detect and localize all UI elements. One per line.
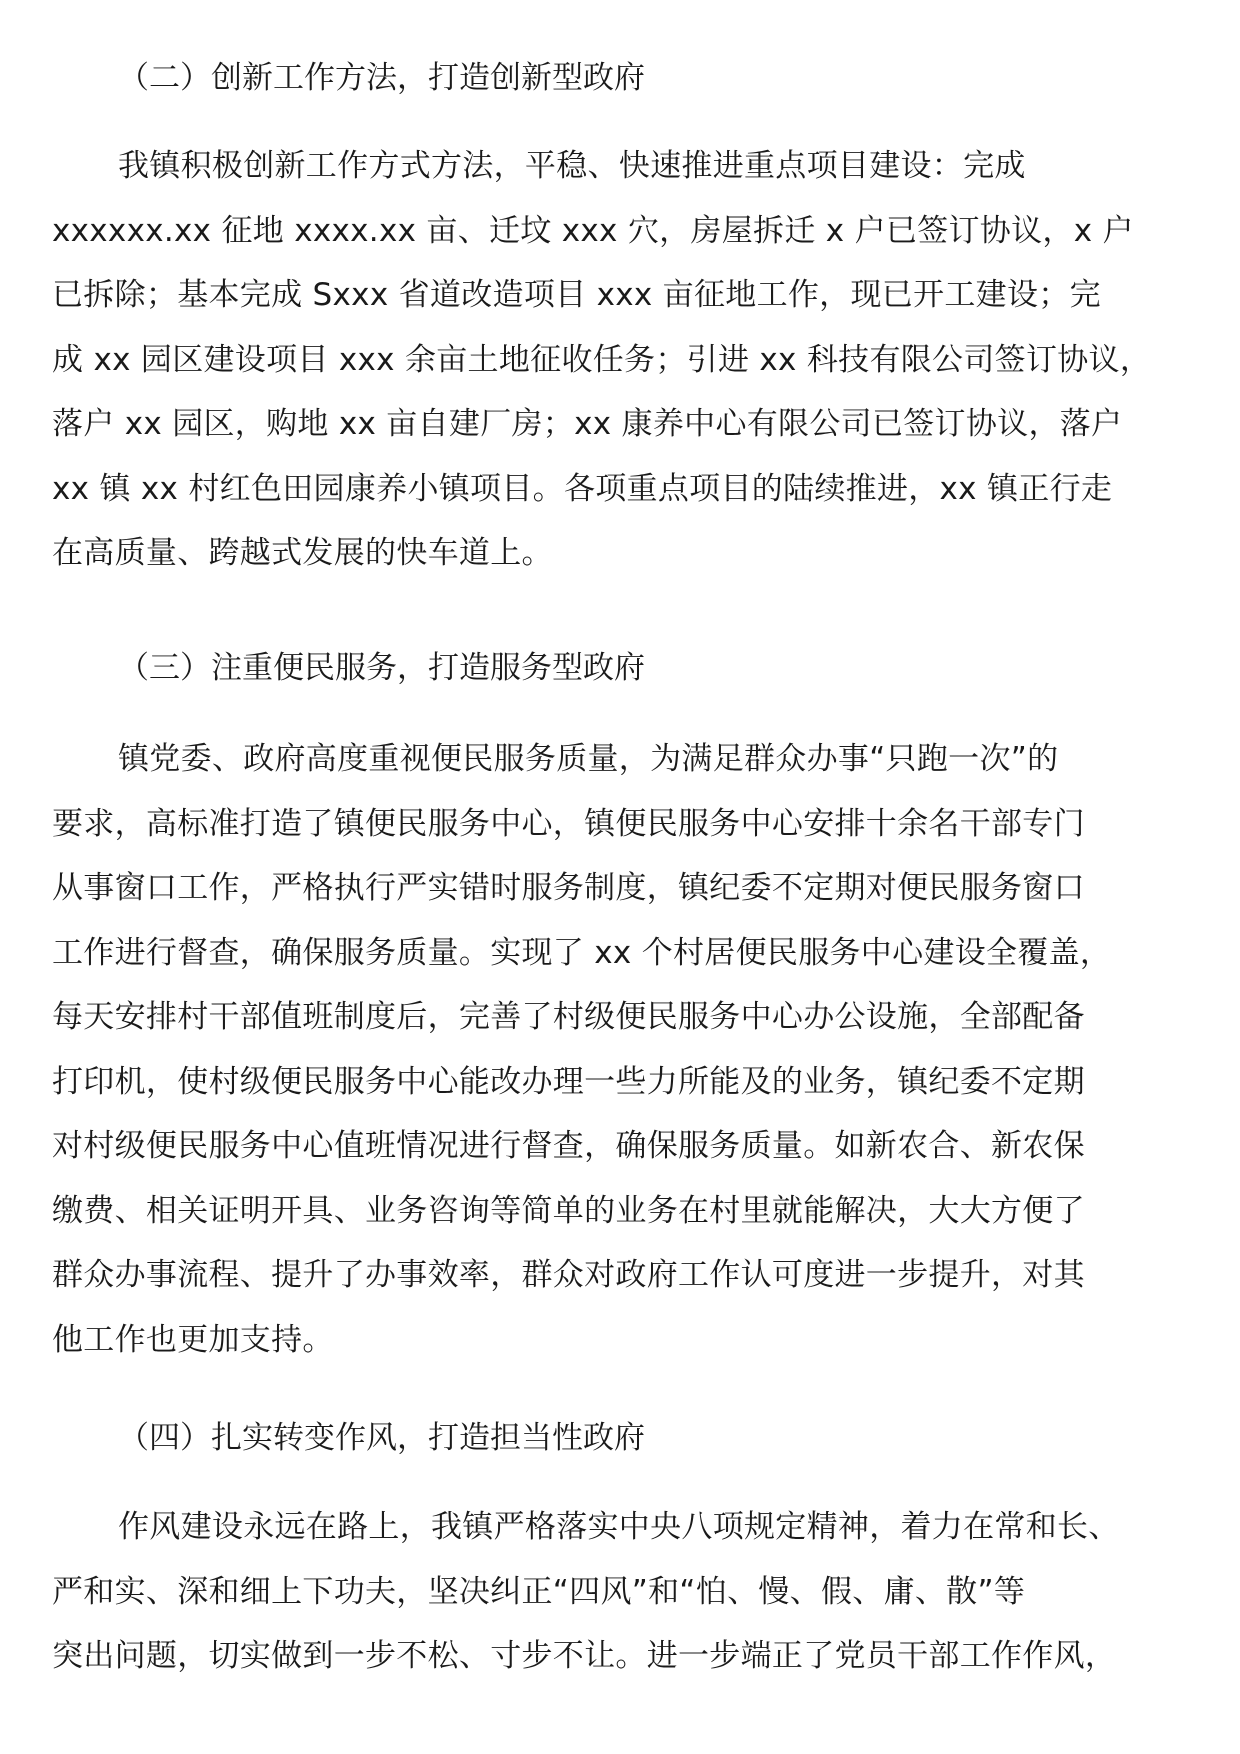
- paragraph-line: 每天安排村干部值班制度后，完善了村级便民服务中心办公设施，全部配备: [52, 999, 1085, 1035]
- paragraph-line: xxxxxx.xx 征地 xxxx.xx 亩、迁坟 xxx 穴，房屋拆迁 x 户已签订协议，x 户: [52, 212, 1134, 249]
- paragraph-line: 要求，高标准打造了镇便民服务中心，镇便民服务中心安排十余名干部专门: [52, 805, 1085, 842]
- paragraph-line: 镇党委、政府高度重视便民服务质量，为满足群众办事“只跑一次”的: [118, 741, 1059, 777]
- section-heading-4: （四）扎实转变作风，打造担当性政府: [118, 1420, 645, 1456]
- section-body-2: [52, 134, 1202, 586]
- paragraph-line: 严和实、深和细上下功夫，坚决纠正“四风”和“怕、慢、假、庸、散”等: [52, 1573, 1026, 1610]
- paragraph-line: 我镇积极创新工作方式方法，平稳、快速推进重点项目建设：完成: [118, 148, 1026, 184]
- paragraph-line: 群众办事流程、提升了办事效率，群众对政府工作认可度进一步提升，对其: [52, 1257, 1085, 1293]
- section-heading-2: （二）创新工作方法，打造创新型政府: [118, 60, 645, 96]
- paragraph-line: 突出问题，切实做到一步不松、寸步不让。进一步端正了党员干部工作作风，: [52, 1638, 1117, 1674]
- section-body-4: [52, 1495, 1202, 1689]
- paragraph-line: 落户 xx 园区，购地 xx 亩自建厂房；xx 康养中心有限公司已签订协议，落户: [52, 406, 1123, 442]
- paragraph-line: 作风建设永远在路上，我镇严格落实中央八项规定精神，着力在常和长、: [118, 1509, 1120, 1545]
- paragraph-line: 已拆除；基本完成 Sxxx 省道改造项目 xxx 亩征地工作，现已开工建设；完: [52, 277, 1101, 313]
- paragraph-line: 成 xx 园区建设项目 xxx 余亩土地征收任务；引进 xx 科技有限公司签订协议，: [52, 341, 1152, 378]
- paragraph-line: 缴费、相关证明开具、业务咨询等简单的业务在村里就能解决，大大方便了: [52, 1192, 1085, 1229]
- paragraph-line: 他工作也更加支持。: [52, 1321, 334, 1358]
- section-heading-3: （三）注重便民服务，打造服务型政府: [118, 650, 645, 686]
- paragraph-line: 打印机，使村级便民服务中心能改办理一些力所能及的业务，镇纪委不定期: [52, 1063, 1085, 1100]
- paragraph-line: 从事窗口工作，严格执行严实错时服务制度，镇纪委不定期对便民服务窗口: [52, 870, 1085, 906]
- paragraph-line: xx 镇 xx 村红色田园康养小镇项目。各项重点项目的陆续推进，xx 镇正行走: [52, 470, 1113, 507]
- paragraph-line: 在高质量、跨越式发展的快车道上。: [52, 535, 553, 571]
- paragraph-line: 工作进行督查，确保服务质量。实现了 xx 个村居便民服务中心建设全覆盖，: [52, 934, 1112, 971]
- section-body-3: [52, 727, 1202, 1372]
- paragraph-line: 对村级便民服务中心值班情况进行督查，确保服务质量。如新农合、新农保: [52, 1128, 1085, 1164]
